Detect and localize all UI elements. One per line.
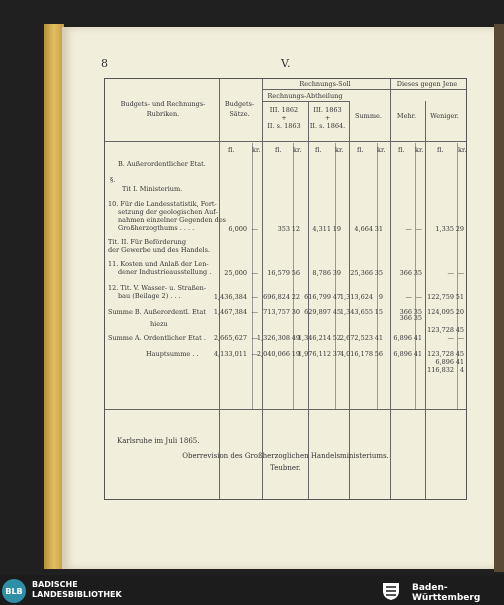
library-name-line2: LANDESBIBLIOTHEK (32, 590, 122, 599)
cell-r12-budget: 1,436,384 (213, 293, 247, 301)
cell-haupt-mehrkr: 41 (413, 350, 422, 358)
cell-haupt-c2: 1,976,112 (297, 350, 331, 358)
header-col2-2: + (324, 114, 331, 122)
cell-haupt-sum: 4,016,178 (339, 350, 373, 358)
library-name-line1: BADISCHE (32, 580, 78, 589)
unit-kr: kr. (335, 146, 344, 154)
footer-place: Karlsruhe im Juli 1865. (117, 437, 200, 445)
cell-r10-mehrkr: — (415, 225, 422, 233)
footer-org: Oberrevision des Großherzoglichen Handelsministeriums. (182, 452, 389, 460)
cell-r10-c2: 4,311 (312, 225, 331, 233)
cell-r12-sum: 1,313,624 (339, 293, 373, 301)
cell-r11-c2: 8,786 (312, 269, 331, 277)
cell-sumA-mehr: 6,896 (393, 334, 412, 342)
cell-haupt-wen1: 123,728 (427, 350, 454, 358)
row11-label-2: dener Industrieausstellung . (118, 268, 212, 276)
cell-haupt-budget_kr: — (251, 350, 258, 358)
header-abtheilung: Rechnungs-Abtheilung (267, 92, 343, 100)
cell-r12-wenkr: 51 (455, 293, 464, 301)
bw-brand: Baden-Württemberg (412, 583, 481, 603)
unit-fl: fl. (228, 146, 235, 154)
cell-haupt-mehr: 6,896 (393, 350, 412, 358)
cell-r11-wen: — (447, 269, 454, 277)
footer-signature: Teubner. (270, 464, 301, 472)
library-name (32, 580, 122, 600)
row10-label-2: setzung der geologischen Auf- (118, 208, 218, 216)
cell-haupt-wen2kr: 41 (455, 358, 464, 366)
cell-r10-budget: 6,000 (228, 225, 247, 233)
cell-haupt-wen3: 116,832 (427, 366, 454, 374)
cell-r12-mehrkr: — (415, 293, 422, 301)
header-mehr: Mehr. (396, 112, 417, 120)
header-col1-1: III. 1862 (269, 106, 299, 114)
cell-sumA-budget: 2,665,627 (213, 334, 247, 342)
row-sum-a: Summe A. Ordentlicher Etat . (108, 334, 206, 342)
cell-sumB-c1kr: 30 (291, 308, 300, 316)
row-b-title: B. Außerordentlicher Etat. (118, 160, 206, 168)
unit-fl: fl. (357, 146, 364, 154)
cell-haupt-c2kr: 37 (332, 350, 341, 358)
row10-label-1: 10. Für die Landesstatistik, Fort- (108, 200, 217, 208)
blb-logo[interactable]: BLB (2, 579, 26, 603)
cell-sumB-budget: 1,467,384 (213, 308, 247, 316)
cell-sumA-c1: 1,326,308 (256, 334, 290, 342)
cell-sumA-mehrkr: 41 (413, 334, 422, 342)
cell-r11-sum: 25,366 (350, 269, 373, 277)
cell-r11-c2kr: 39 (332, 269, 341, 277)
cell-r11-sumkr: 35 (374, 269, 383, 277)
unit-fl: fl. (315, 146, 322, 154)
cell-hiezu-mehr_sub_kr: 35 (413, 314, 422, 322)
row10-label-4: Großherzogthums . . . . (118, 224, 195, 232)
cell-sumB-c1: 713,757 (263, 308, 290, 316)
coat-of-arms-icon (380, 579, 402, 601)
row-tit1: Tit I. Ministerium. (122, 185, 183, 193)
row10-label-3: nahmen einzelner Gegenden des (118, 216, 227, 224)
cell-r10-wenkr: 29 (455, 225, 464, 233)
row-hauptsumme: Hauptsumme . . (146, 350, 199, 358)
cell-sumB-mehrkr: 35 (413, 308, 422, 316)
cell-r10-c1: 353 (277, 225, 290, 233)
cell-r12-c1: 696,824 (263, 293, 290, 301)
cell-r11-wenkr: — (457, 269, 464, 277)
cell-r11-c1kr: 56 (291, 269, 300, 277)
cell-sumB-c2: 629,897 (304, 308, 331, 316)
cell-r12-sumkr: 9 (378, 293, 383, 301)
cell-sumA-sum: 2,672,523 (339, 334, 373, 342)
unit-kr: kr. (377, 146, 386, 154)
section-number: V. (281, 57, 291, 70)
cell-haupt-sumkr: 56 (374, 350, 383, 358)
unit-fl: fl. (275, 146, 282, 154)
header-col2-3: II. s. 1864. (309, 122, 346, 130)
cell-r12-c1kr: 22 (291, 293, 300, 301)
cell-sumB-mehr: 366 (399, 308, 412, 316)
cell-sumA-c2: 1,346,214 (297, 334, 331, 342)
cell-r11-budget: 25,000 (224, 269, 247, 277)
cell-hiezu-wenkr: 45 (455, 326, 464, 334)
header-budget-1: Budgets- (224, 100, 255, 108)
row12-label-2: bau (Beilage 2) . . . (118, 292, 181, 300)
header-rechnungs-soll: Rechnungs-Soll (299, 80, 351, 88)
cell-sumB-sumkr: 15 (374, 308, 383, 316)
cell-haupt-wen3kr: 4 (459, 366, 464, 374)
row-hiezu: hiezu (150, 320, 168, 328)
unit-kr: kr. (415, 146, 424, 154)
cell-sumA-sumkr: 41 (374, 334, 383, 342)
cell-sumB-budget_kr: — (251, 308, 258, 316)
cell-r12-mehr: — (405, 293, 412, 301)
cell-hiezu-wen: 123,728 (427, 326, 454, 334)
row-paragraph: §. (110, 176, 116, 184)
cell-sumB-wenkr: 20 (455, 308, 464, 316)
header-dieses: Dieses gegen Jene (396, 80, 458, 88)
cell-r10-wen: 1,335 (435, 225, 454, 233)
header-rubriken-1: Budgets- und Rechnungs- (120, 100, 206, 108)
unit-kr: kr. (458, 146, 467, 154)
cell-r12-c2: 616,799 (304, 293, 331, 301)
cell-r10-sum: 4,664 (354, 225, 373, 233)
header-summe: Summe. (355, 112, 382, 120)
unit-kr: kr. (252, 146, 261, 154)
cell-r12-budget_kr: — (251, 293, 258, 301)
cell-r11-budget_kr: — (251, 269, 258, 277)
header-col1-2: + (281, 114, 287, 122)
row-sum-b: Summe B. Außerordentl. Etat (108, 308, 206, 316)
cell-r10-mehr: — (405, 225, 412, 233)
cell-haupt-wen2: 6,896 (435, 358, 454, 366)
cell-r10-c1kr: 12 (291, 225, 300, 233)
cell-sumB-wen: 124,095 (427, 308, 454, 316)
row12-label-1: 12. Tit. V. Wasser- u. Straßen- (108, 284, 207, 292)
cell-hiezu-mehr_sub: 366 (399, 314, 412, 322)
cell-haupt-c1: 2,040,066 (256, 350, 290, 358)
cell-r11-mehr: 366 (399, 269, 412, 277)
header-rubriken-2: Rubriken. (146, 110, 180, 118)
cell-haupt-c1kr: 19 (291, 350, 300, 358)
cell-sumA-c1kr: 49 (291, 334, 300, 342)
unit-fl: fl. (398, 146, 405, 154)
cell-haupt-wen1kr: 45 (455, 350, 464, 358)
cell-r11-mehrkr: 35 (413, 269, 422, 277)
row-tit2-2: der Gewerbe und des Handels. (108, 246, 211, 254)
unit-fl: fl. (437, 146, 444, 154)
cell-sumB-sum: 1,343,655 (339, 308, 373, 316)
cell-sumA-budget_kr: — (251, 334, 258, 342)
cell-sumA-c2kr: 52 (332, 334, 341, 342)
cell-sumA-wen: — (447, 334, 454, 342)
cell-r12-c2kr: 47 (332, 293, 341, 301)
unit-kr: kr. (293, 146, 302, 154)
cell-haupt-budget: 4,133,011 (213, 350, 247, 358)
page-number: 8 (101, 57, 108, 70)
cell-r10-c2kr: 19 (332, 225, 341, 233)
page-edges (44, 24, 64, 569)
header-budget-2: Sätze. (229, 110, 250, 118)
header-col2-1: III. 1863 (313, 106, 342, 114)
cell-sumB-c2kr: 45 (332, 308, 341, 316)
cell-sumA-wenkr: — (457, 334, 464, 342)
cell-r11-c1: 16,579 (267, 269, 290, 277)
row-tit2-1: Tit. II. Für Beförderung (108, 238, 186, 246)
cell-r10-budget_kr: — (251, 225, 258, 233)
book-cover-edge (494, 24, 504, 572)
row11-label-1: 11. Kosten und Anlaß der Len- (108, 260, 209, 268)
cell-r12-wen: 122,759 (427, 293, 454, 301)
header-weniger: Weniger. (430, 112, 459, 120)
cell-r10-sumkr: 31 (374, 225, 383, 233)
header-col1-3: II. s. 1863 (267, 122, 301, 130)
